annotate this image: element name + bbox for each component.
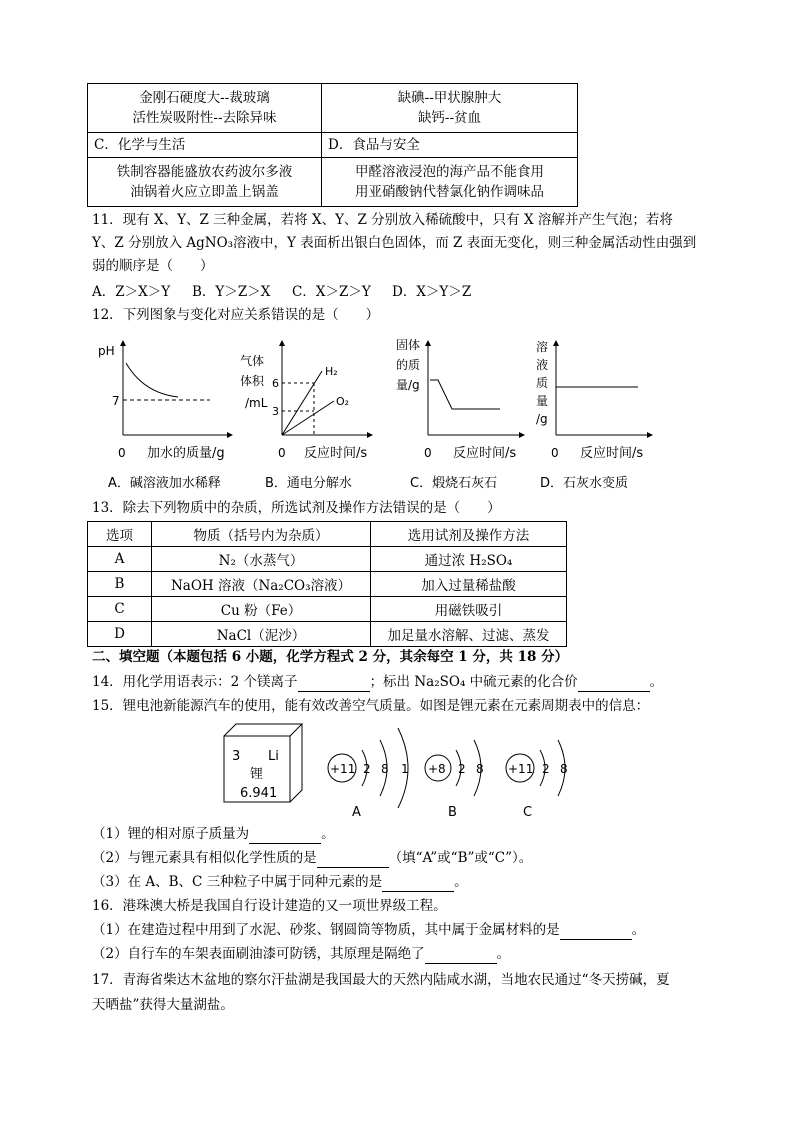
svg-text:+11: +11 xyxy=(330,762,356,776)
table-row: A N₂（水蒸气） 通过浓 H₂SO₄ xyxy=(88,547,567,572)
chart-c-caption: C．煅烧石灰石 xyxy=(410,476,498,491)
svg-text:/mL: /mL xyxy=(245,396,268,410)
table-header: 选用试剂及操作方法 xyxy=(371,522,567,547)
table-cell: D．食品与安全 xyxy=(322,133,578,158)
svg-text:量: 量 xyxy=(536,394,549,408)
chart-a-ylabel: pH xyxy=(98,344,115,358)
svg-text:质: 质 xyxy=(536,376,549,390)
q13-table xyxy=(87,521,567,647)
chart-d xyxy=(536,339,650,461)
answer-blank[interactable] xyxy=(382,877,454,892)
chart-b-o2-line xyxy=(282,401,334,435)
q15-sub2: （2）与锂元素具有相似化学性质的是 （填“A”或“B”或“C”）。 xyxy=(92,850,533,866)
q15-sub1: （1）锂的相对原子质量为 。 xyxy=(92,826,335,842)
answer-blank[interactable] xyxy=(298,677,370,692)
atom-c-label: C xyxy=(523,805,533,820)
svg-text:0: 0 xyxy=(278,446,286,460)
chart-b-series-a: H₂ xyxy=(325,365,338,378)
q17-line2: 天晒盐”获得大量湖盐。 xyxy=(92,997,234,1013)
chart-d-caption: D．石灰水变质 xyxy=(540,476,629,491)
table-row: C Cu 粉（Fe） 用磁铁吸引 xyxy=(88,597,567,622)
table-row: B NaOH 溶液（Na₂CO₃溶液） 加入过量稀盐酸 xyxy=(88,572,567,597)
svg-text:量/g: 量/g xyxy=(396,378,420,392)
chart-b-tick-high: 6 xyxy=(272,377,279,390)
table-cell: 金刚石硬度大--裁玻璃 活性炭吸附性--去除异味 xyxy=(88,84,322,133)
atom-a-label: A xyxy=(352,805,361,820)
svg-text:固体: 固体 xyxy=(396,338,421,352)
answer-blank[interactable] xyxy=(317,853,389,868)
svg-text:的质: 的质 xyxy=(396,358,421,372)
q16-sub2: （2）自行车的车架表面刷油漆可防锈，其原理是隔绝了 。 xyxy=(92,946,511,962)
svg-text:+11: +11 xyxy=(508,762,534,776)
answer-blank[interactable] xyxy=(249,829,321,844)
atom-b xyxy=(425,740,484,820)
chart-a-caption: A．碱溶液加水稀释 xyxy=(108,476,221,491)
q15-sub3: （3）在 A、B、C 三种粒子中属于同种元素的是 。 xyxy=(92,874,468,890)
top-table xyxy=(87,83,578,207)
table-cell: 甲醛溶液浸泡的海产品不能食用 用亚硝酸钠代替氯化钠作调味品 xyxy=(322,158,578,207)
atom-b-label: B xyxy=(448,805,457,820)
element-symbol: Li xyxy=(268,749,279,764)
answer-blank[interactable] xyxy=(425,949,497,964)
q13-stem: 13．除去下列物质中的杂质，所选试剂及操作方法错误的是（ ） xyxy=(92,500,501,516)
svg-text:液: 液 xyxy=(536,358,549,372)
q15-figure xyxy=(220,722,600,822)
table-row: D NaCl（泥沙） 加足量水溶解、过滤、蒸发 xyxy=(88,622,567,647)
q11-options xyxy=(92,282,471,302)
svg-text:8: 8 xyxy=(560,762,568,776)
svg-text:气体: 气体 xyxy=(240,354,265,368)
svg-text:2: 2 xyxy=(542,762,550,776)
svg-text:8: 8 xyxy=(381,762,389,776)
element-mass: 6.941 xyxy=(240,786,278,801)
chart-b-tick-low: 3 xyxy=(272,405,279,418)
svg-text:反应时间/s: 反应时间/s xyxy=(304,446,368,461)
q11-line3: 弱的顺序是（ ） xyxy=(92,258,214,274)
q16-sub1: （1）在建造过程中用到了水泥、砂浆、钢圆筒等物质，其中属于金属材料的是 。 xyxy=(92,922,646,938)
q16-stem: 16．港珠澳大桥是我国自行设计建造的又一项世界级工程。 xyxy=(92,898,447,914)
table-cell: C．化学与生活 xyxy=(88,133,322,158)
section-heading: 二、填空题（本题包括 6 小题，化学方程式 2 分，其余每空 1 分，共 18 分） xyxy=(92,649,569,665)
svg-text:反应时间/s: 反应时间/s xyxy=(580,446,644,461)
svg-text:8: 8 xyxy=(476,762,484,776)
svg-text:0: 0 xyxy=(424,446,432,460)
chart-a-xlabel: 加水的质量/g xyxy=(147,446,225,461)
table-header: 选项 xyxy=(88,522,152,547)
option-d[interactable]: D．X＞Y＞Z xyxy=(392,284,472,300)
atom-c xyxy=(506,740,568,820)
option-a[interactable]: A．Z＞X＞Y xyxy=(92,284,171,300)
svg-text:溶: 溶 xyxy=(536,340,549,354)
q12-stem: 12．下列图象与变化对应关系错误的是（ ） xyxy=(92,307,380,323)
q17-line1: 17．青海省柴达木盆地的察尔汗盐湖是我国最大的天然内陆咸水湖，当地农民通过“冬天捞碱，夏 xyxy=(92,972,670,988)
element-name: 锂 xyxy=(250,767,264,782)
chart-a-origin: 0 xyxy=(118,446,126,460)
chart-a xyxy=(98,343,230,461)
chart-a-curve xyxy=(126,363,178,397)
svg-text:2: 2 xyxy=(363,762,371,776)
svg-text:体积: 体积 xyxy=(240,374,265,388)
svg-text:0: 0 xyxy=(551,446,559,460)
chart-b xyxy=(240,343,370,461)
atom-a xyxy=(328,728,409,820)
table-cell: 铁制容器能盛放农药波尔多液 油锅着火应立即盖上锅盖 xyxy=(88,158,322,207)
table-header: 物质（括号内为杂质） xyxy=(152,522,371,547)
q11-line1: 11．现有 X、Y、Z 三种金属，若将 X、Y、Z 分别放入稀硫酸中，只有 X 溶解并产生气泡；若将 xyxy=(92,212,673,228)
answer-blank[interactable] xyxy=(560,925,632,940)
chart-b-h2-line xyxy=(282,371,322,435)
chart-b-series-b: O₂ xyxy=(336,395,350,408)
q14: 14．用化学用语表示：2 个镁离子 ；标出 Na₂SO₄ 中硫元素的化合价 。 xyxy=(92,674,664,690)
chart-c-line xyxy=(430,380,500,409)
q11-line2: Y、Z 分别放入 AgNO₃溶液中，Y 表面析出银白色固体，而 Z 表面无变化，则三种金属活动性由强到 xyxy=(92,235,697,251)
q12-charts xyxy=(90,335,660,495)
svg-text:/g: /g xyxy=(536,412,548,426)
option-b[interactable]: B．Y＞Z＞X xyxy=(192,284,271,300)
table-cell: 缺碘--甲状腺肿大 缺钙--贫血 xyxy=(322,84,578,133)
element-cell xyxy=(224,724,302,802)
svg-text:反应时间/s: 反应时间/s xyxy=(453,446,517,461)
svg-text:+8: +8 xyxy=(428,762,446,776)
option-c[interactable]: C．X＞Z＞Y xyxy=(292,284,371,300)
chart-c xyxy=(396,337,522,461)
svg-text:1: 1 xyxy=(401,762,409,776)
chart-a-ref-value: 7 xyxy=(112,394,120,408)
q15-stem: 15．锂电池新能源汽车的使用，能有效改善空气质量。如图是锂元素在元素周期表中的信息： xyxy=(92,698,650,714)
answer-blank[interactable] xyxy=(578,677,650,692)
element-number: 3 xyxy=(232,749,241,764)
chart-b-caption: B．通电分解水 xyxy=(265,476,352,491)
svg-text:2: 2 xyxy=(458,762,466,776)
